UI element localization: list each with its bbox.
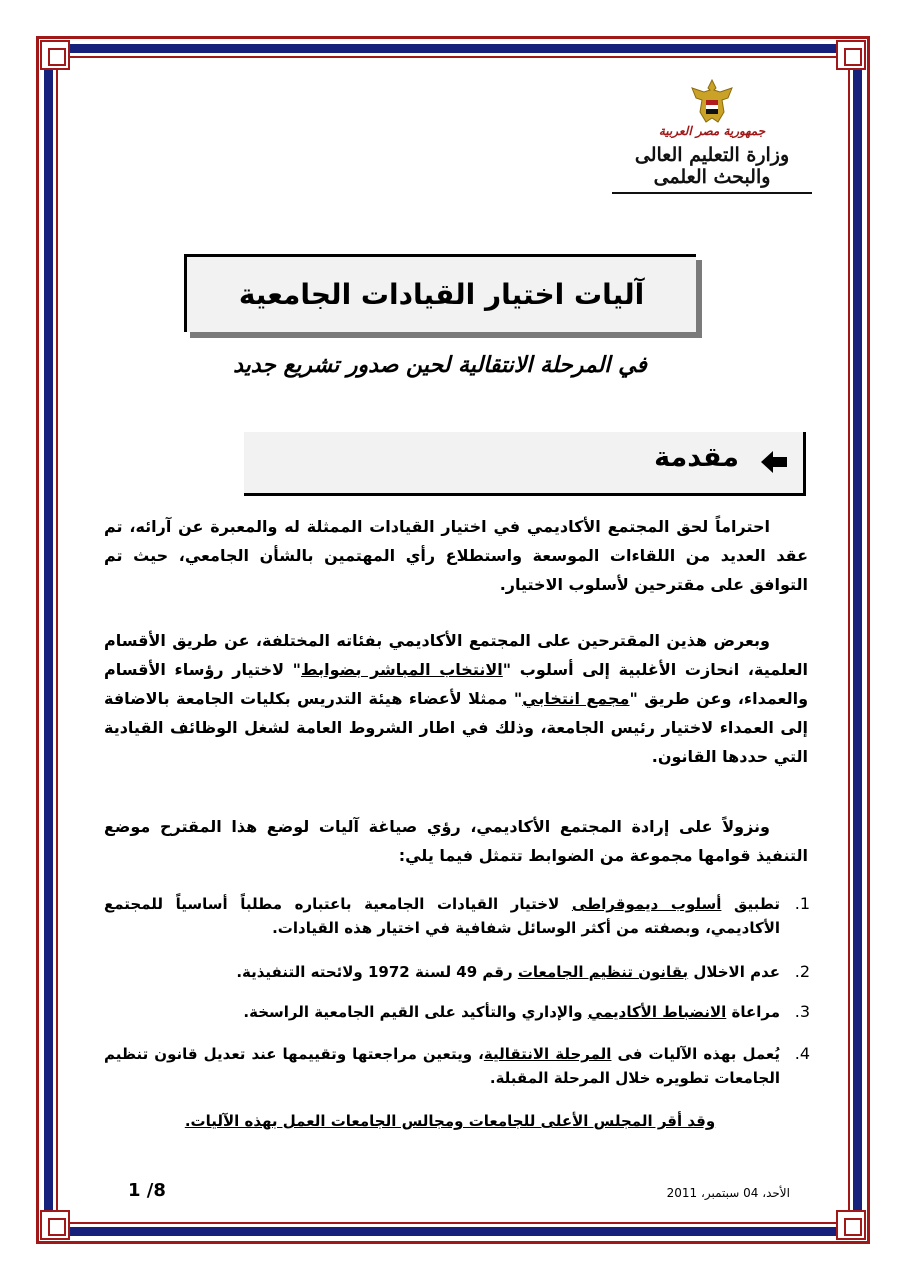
eagle-emblem-icon xyxy=(686,78,738,126)
arrow-left-icon xyxy=(759,447,789,477)
item-text: والإداري والتأكيد على القيم الجامعية الراسخة. xyxy=(243,1003,588,1021)
item-text: رقم 49 لسنة 1972 ولائحته التنفيذية. xyxy=(236,963,518,981)
list-number: 3. xyxy=(794,1002,810,1021)
list-item xyxy=(104,1000,810,1024)
corner-ornament xyxy=(836,1210,866,1240)
corner-ornament xyxy=(836,40,866,70)
item-text: تطبيق xyxy=(721,895,781,913)
list-item xyxy=(104,892,810,940)
list-item xyxy=(104,1042,810,1090)
item-text: ، ويتعين مراجعتها وتقييمها عند تعديل قانون تنظيم الجامعات تطويره خلال المرحلة المقبلة. xyxy=(104,1045,780,1087)
document-title: آليات اختيار القيادات الجامعية xyxy=(238,278,645,311)
paragraph-3 xyxy=(104,812,808,870)
list-number: 1. xyxy=(794,894,810,913)
list-number: 2. xyxy=(794,962,810,981)
paragraph-text: وبعرض هذين المقترحين على المجتمع الأكاديمي بفئاته المختلفة، عن طريق الأقسام العلمية، انحازت الأغلبية إلى أسلوب " xyxy=(104,631,808,679)
paragraph-text: ونزولاً على إرادة المجتمع الأكاديمي، رؤي صياغة آليات لوضع هذا المقترح موضع التنفيذ قوامها مجموعة من الضوابط تتمثل فيما يلي: xyxy=(104,817,808,865)
closing-statement: وقد أقر المجلس الأعلى للجامعات ومجالس الجامعات العمل بهذه الآليات. xyxy=(184,1112,716,1130)
item-text: مراعاة xyxy=(726,1003,780,1021)
list-item xyxy=(104,960,810,984)
footer-date: الأحد، 04 سبتمبر، 2011 xyxy=(666,1186,790,1200)
highlighted-term: بقانون تنظيم الجامعات xyxy=(517,963,689,981)
highlighted-term: الانتخاب المباشر بضوابط xyxy=(301,660,503,679)
country-name: جمهورية مصر العربية xyxy=(658,124,766,138)
item-text: عدم الاخلال xyxy=(688,963,780,981)
paragraph-text: " ممثلا لأعضاء هيئة التدريس بكليات الجامعة بالاضافة إلى العمداء لاختيار رئيس الجامعة، وذلك في اطار الشروط العامة لشغل الوظائف القيادية التي حددها القانون. xyxy=(104,689,808,766)
highlighted-term: المرحلة الانتقالية xyxy=(483,1045,612,1063)
item-text: لاختيار القيادات الجامعية باعتباره مطلباً أساسياً للمجتمع الأكاديمي، وبصفته من أكثر الوسائل شفافية في اختيار هذه القيادات. xyxy=(104,895,780,937)
ministry-name: وزارة التعليم العالى والبحث العلمى xyxy=(612,144,812,194)
intro-heading: مقدمة xyxy=(654,442,739,473)
paragraph-2 xyxy=(104,626,808,771)
corner-ornament xyxy=(40,40,70,70)
ministry-logo xyxy=(612,78,812,188)
highlighted-term: مجمع انتخابي xyxy=(522,689,630,708)
item-text: يُعمل بهذه الآليات فى xyxy=(611,1045,780,1063)
list-number: 4. xyxy=(794,1044,810,1063)
corner-ornament xyxy=(40,1210,70,1240)
paragraph-1 xyxy=(104,512,808,599)
paragraph-text: " لاختيار رؤساء الأقسام والعمداء، وعن طريق " xyxy=(104,660,809,708)
page-number: 1 /8 xyxy=(128,1180,166,1201)
intro-heading-box xyxy=(244,432,806,496)
highlighted-term: الانضباط الأكاديمي xyxy=(587,1003,727,1021)
document-subtitle: في المرحلة الانتقالية لحين صدور تشريع جديد xyxy=(233,352,647,378)
paragraph-text: احتراماً لحق المجتمع الأكاديمي في اختيار القيادات الممثلة له والمعبرة عن آرائه، تم عقد العديد من اللقاءات الموسعة واستطلاع رأي المهتمين بالشأن الجامعي، حيث تم التوافق على مقترحين لأسلوب الاختيار. xyxy=(104,517,808,594)
highlighted-term: أسلوب ديموقراطى xyxy=(571,895,722,913)
document-title-box xyxy=(184,254,696,332)
